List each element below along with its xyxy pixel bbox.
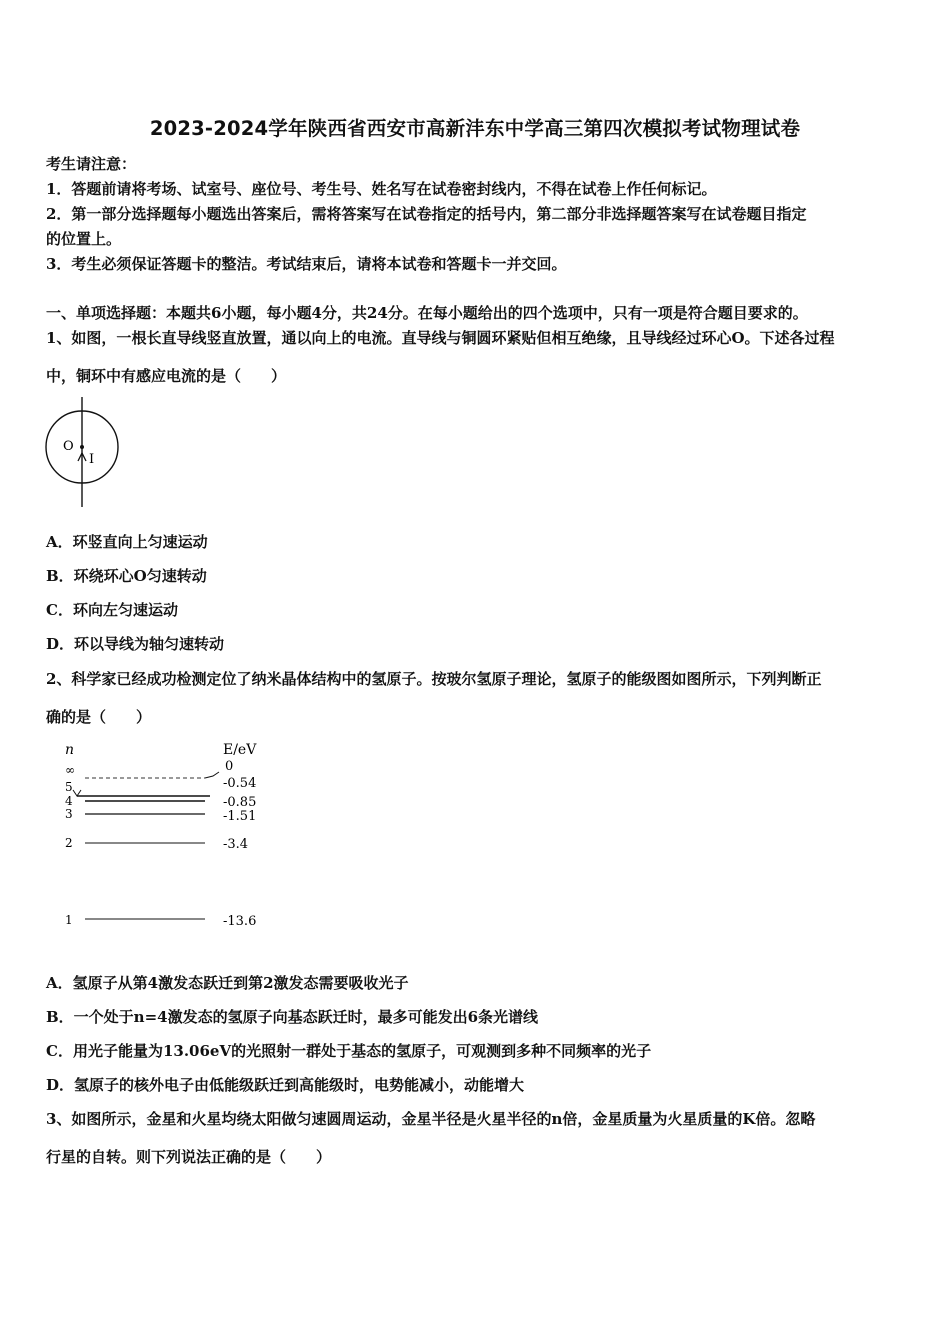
q2-option-d: D．氢原子的核外电子由低能级跃迁到高能级时，电势能减小，动能增大 [46, 1076, 525, 1094]
notice-item-2: 2．第一部分选择题每小题选出答案后，需将答案写在试卷指定的括号内，第二部分非选择题答案写在试卷题目指定 [46, 205, 807, 223]
q1-stem-line2: 中，铜环中有感应电流的是（ ） [46, 367, 287, 385]
page-title: 2023-2024学年陕西省西安市高新沣东中学高三第四次模拟考试物理试卷 [149, 117, 801, 140]
level-e-1: -13.6 [223, 914, 257, 929]
level-e-inf: 0 [225, 759, 234, 774]
level-e-2: -3.4 [223, 837, 249, 852]
level-n-1: 1 [65, 913, 73, 927]
notice-item-1: 1．答题前请将考场、试室号、座位号、考生号、姓名写在试卷密封线内，不得在试卷上作任何标记。 [46, 180, 717, 198]
level-n-inf: ∞ [65, 763, 75, 777]
arrow-zero-icon [205, 772, 219, 778]
level-n-5: 5 [65, 780, 73, 794]
q1-option-a: A．环竖直向上匀速运动 [46, 533, 208, 551]
axis-label-energy: E/eV [223, 742, 257, 758]
current-label-i: I [89, 452, 95, 467]
section-heading: 一、单项选择题：本题共6小题，每小题4分，共24分。在每小题给出的四个选项中，只有一项是符合题目要求的。 [46, 304, 808, 322]
arrow-level5-icon [73, 790, 81, 796]
q2-stem-line1: 2、科学家已经成功检测定位了纳米晶体结构中的氢原子。按玻尔氢原子理论，氢原子的能级图如图所示，下列判断正 [46, 670, 822, 688]
notice-heading: 考生请注意： [46, 155, 137, 173]
q1-option-b: B．环绕环心O匀速转动 [46, 567, 207, 585]
ring-center-dot [80, 445, 84, 449]
q1-option-d: D．环以导线为轴匀速转动 [46, 635, 225, 653]
q3-stem-line1: 3、如图所示，金星和火星均绕太阳做匀速圆周运动，金星半径是火星半径的n倍，金星质量为火星质量的K倍。忽略 [46, 1110, 816, 1128]
q1-stem-line1: 1、如图，一根长直导线竖直放置，通以向上的电流。直导线与铜圆环紧贴但相互绝缘，且导线经过环心O。下述各过程 [46, 329, 835, 347]
center-label-o: O [63, 439, 74, 454]
energy-level-diagram [55, 738, 285, 938]
notice-item-2-cont: 的位置上。 [46, 230, 122, 248]
axis-label-n: n [65, 742, 75, 758]
level-e-3: -1.51 [223, 809, 257, 824]
level-n-4: 4 [65, 794, 73, 808]
level-n-2: 2 [65, 836, 73, 850]
q1-figure-ring-wire [40, 395, 130, 510]
q3-stem-line2: 行星的自转。则下列说法正确的是（ ） [46, 1148, 332, 1166]
q1-option-c: C．环向左匀速运动 [46, 601, 178, 619]
q2-stem-line2: 确的是（ ） [46, 708, 152, 726]
level-e-4: -0.85 [223, 795, 257, 810]
notice-item-3: 3．考生必须保证答题卡的整洁。考试结束后，请将本试卷和答题卡一并交回。 [46, 255, 567, 273]
q2-option-c: C．用光子能量为13.06eV的光照射一群处于基态的氢原子，可观测到多种不同频率的光子 [46, 1042, 652, 1060]
level-n-3: 3 [65, 807, 73, 821]
q2-option-a: A．氢原子从第4激发态跃迁到第2激发态需要吸收光子 [46, 974, 409, 992]
level-e-5: -0.54 [223, 776, 257, 791]
q2-option-b: B．一个处于n=4激发态的氢原子向基态跃迁时，最多可能发出6条光谱线 [46, 1008, 539, 1026]
